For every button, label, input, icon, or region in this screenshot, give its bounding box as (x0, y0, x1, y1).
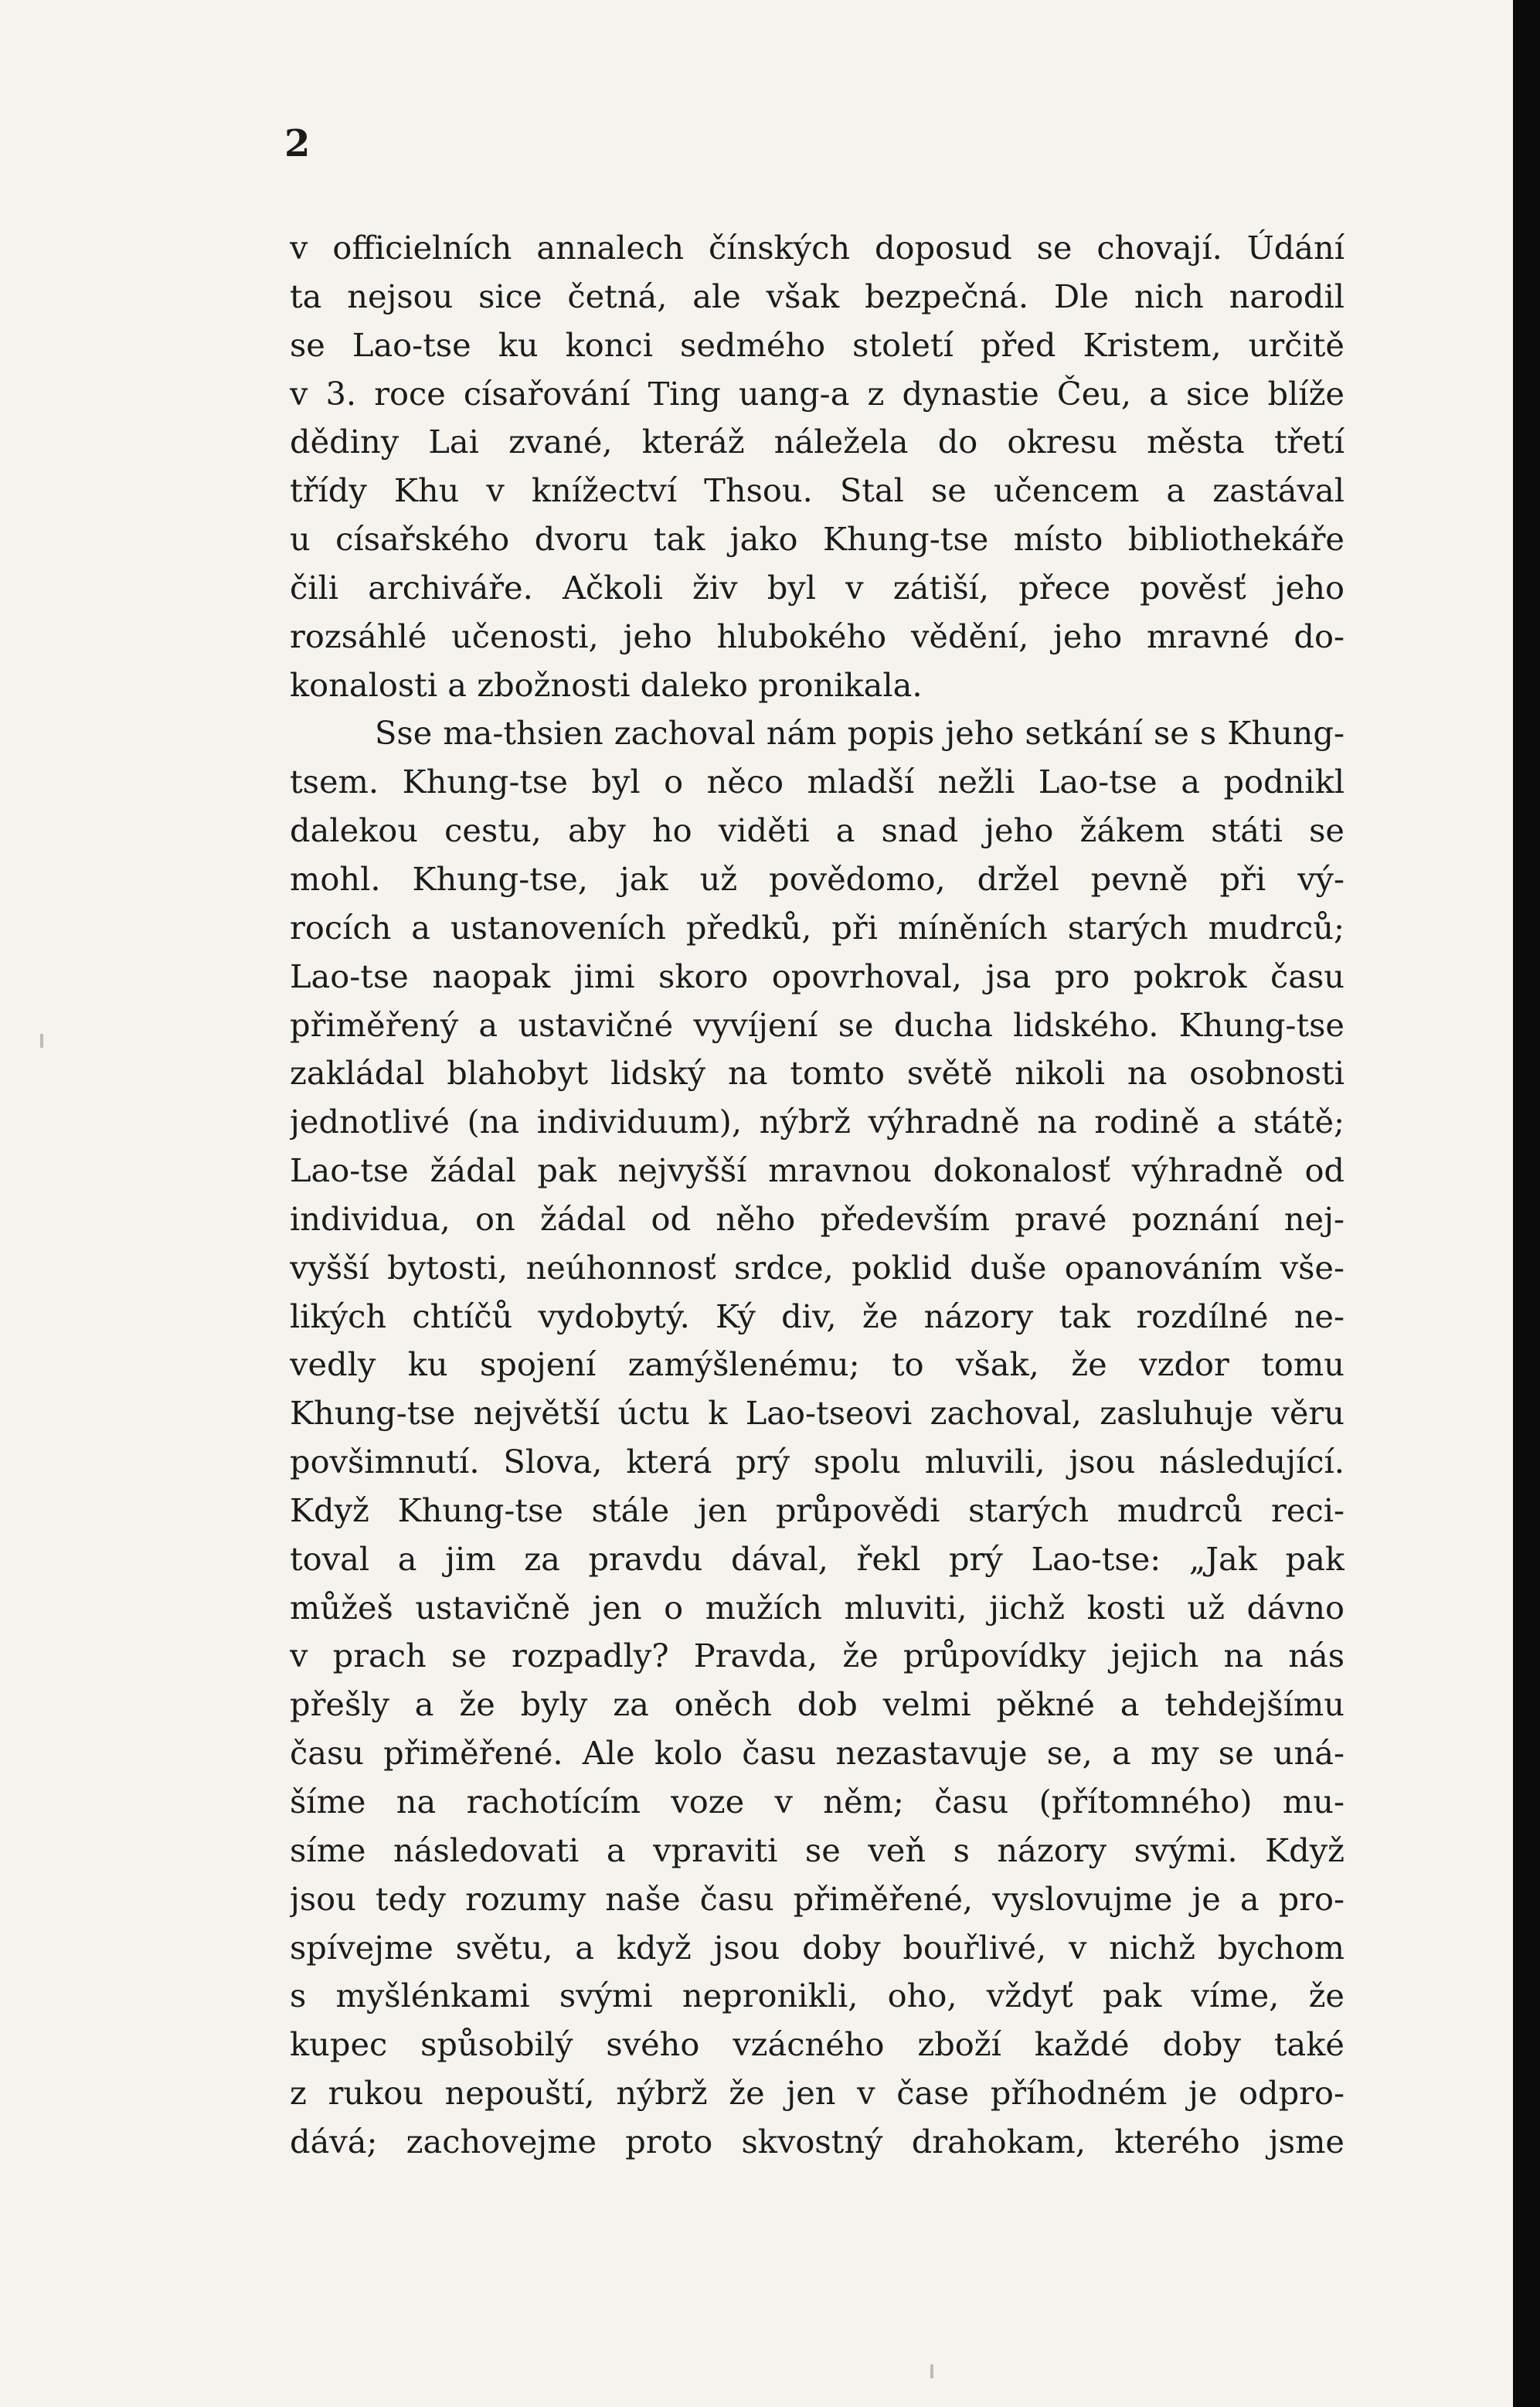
text-line: z rukou nepouští, nýbrž že jen v čase příhodném je odpro- (290, 2074, 1345, 2113)
text-line: spívejme světu, a když jsou doby bouřlivé, v nichž bychom (290, 1928, 1345, 1967)
page-number: 2 (284, 122, 311, 165)
text-line: Lao-tse žádal pak nejvyšší mravnou dokonalosť výhradně od (290, 1151, 1345, 1190)
text-line: u císařského dvoru tak jako Khung-tse místo bibliothekáře (290, 520, 1345, 559)
text-line: přešly a že byly za oněch dob velmi pěkné a tehdejšímu (290, 1685, 1345, 1724)
text-line: tsem. Khung-tse byl o něco mladší nežli Lao-tse a podnikl (290, 763, 1345, 801)
text-line: zakládal blahobyt lidský na tomto světě nikoli na osobnosti (290, 1054, 1345, 1093)
body-text (290, 224, 1345, 2167)
text-line: dává; zachovejme proto skvostný drahokam, kterého jsme (290, 2122, 1345, 2161)
page-gutter-shadow (1513, 0, 1540, 2407)
text-line: s myšlénkami svými nepronikli, oho, vždyť pak víme, že (290, 1977, 1345, 2015)
text-line: dědiny Lai zvané, kteráž náležela do okresu města třetí (290, 423, 1345, 461)
text-line: čili archiváře. Ačkoli živ byl v zátiší, přece pověsť jeho (290, 568, 1345, 607)
text-line: kupec spůsobilý svého vzácného zboží každé doby také (290, 2025, 1345, 2064)
text-line: rozsáhlé učenosti, jeho hlubokého vědění, jeho mravné do- (290, 617, 1345, 655)
text-line: přiměřený a ustavičné vyvíjení se ducha lidského. Khung-tse (290, 1005, 1345, 1044)
text-line: se Lao-tse ku konci sedmého století před Kristem, určitě (290, 325, 1345, 364)
text-line: mohl. Khung-tse, jak už povědomo, držel pevně při vý- (290, 859, 1345, 898)
text-line: jsou tedy rozumy naše času přiměřené, vyslovujme je a pro- (290, 1879, 1345, 1918)
text-line: v prach se rozpadly? Pravda, že průpovídky jejich na nás (290, 1637, 1345, 1675)
paper-speck (930, 2365, 933, 2378)
text-line: třídy Khu v knížectví Thsou. Stal se učencem a zastával (290, 471, 1345, 510)
text-line: individua, on žádal od něho především pravé poznání nej- (290, 1199, 1345, 1238)
text-line: v 3. roce císařování Ting uang-a z dynastie Čeu, a sice blíže (290, 374, 1345, 413)
paper-speck (40, 1034, 43, 1048)
text-line: likých chtíčů vydobytý. Ký div, že názory tak rozdílné ne- (290, 1297, 1345, 1335)
text-line: rocích a ustanoveních předků, při míněních starých mudrců; (290, 908, 1345, 947)
text-line: šíme na rachotícím voze v něm; času (přítomného) mu- (290, 1783, 1345, 1821)
text-line: Sse ma-thsien zachoval nám popis jeho setkání se s Khung- (375, 714, 1345, 753)
text-line: jednotlivé (na individuum), nýbrž výhradně na rodině a státě; (290, 1103, 1345, 1141)
text-line: můžeš ustavičně jen o mužích mluviti, jichž kosti už dávno (290, 1588, 1345, 1627)
text-line: Khung-tse největší úctu k Lao-tseovi zachoval, zasluhuje věru (290, 1394, 1345, 1433)
text-line: konalosti a zbožnosti daleko pronikala. (290, 665, 923, 704)
text-line: času přiměřené. Ale kolo času nezastavuje se, a my se uná- (290, 1734, 1345, 1773)
text-line: síme následovati a vpraviti se veň s názory svými. Když (290, 1831, 1345, 1869)
text-line: Když Khung-tse stále jen průpovědi starých mudrců reci- (290, 1491, 1345, 1529)
text-line: vyšší bytosti, neúhonnosť srdce, poklid duše opanováním vše- (290, 1248, 1345, 1287)
text-line: toval a jim za pravdu dával, řekl prý Lao-tse: „Jak pak (290, 1539, 1345, 1578)
text-line: dalekou cestu, aby ho viděti a snad jeho žákem státi se (290, 811, 1345, 850)
text-line: povšimnutí. Slova, která prý spolu mluvili, jsou následující. (290, 1443, 1345, 1481)
text-line: v officielních annalech čínských doposud se chovají. Údání (290, 229, 1345, 267)
text-line: vedly ku spojení zamýšlenému; to však, že vzdor tomu (290, 1345, 1345, 1384)
text-line: Lao-tse naopak jimi skoro opovrhoval, jsa pro pokrok času (290, 957, 1345, 995)
text-line: ta nejsou sice četná, ale však bezpečná. Dle nich narodil (290, 277, 1345, 315)
